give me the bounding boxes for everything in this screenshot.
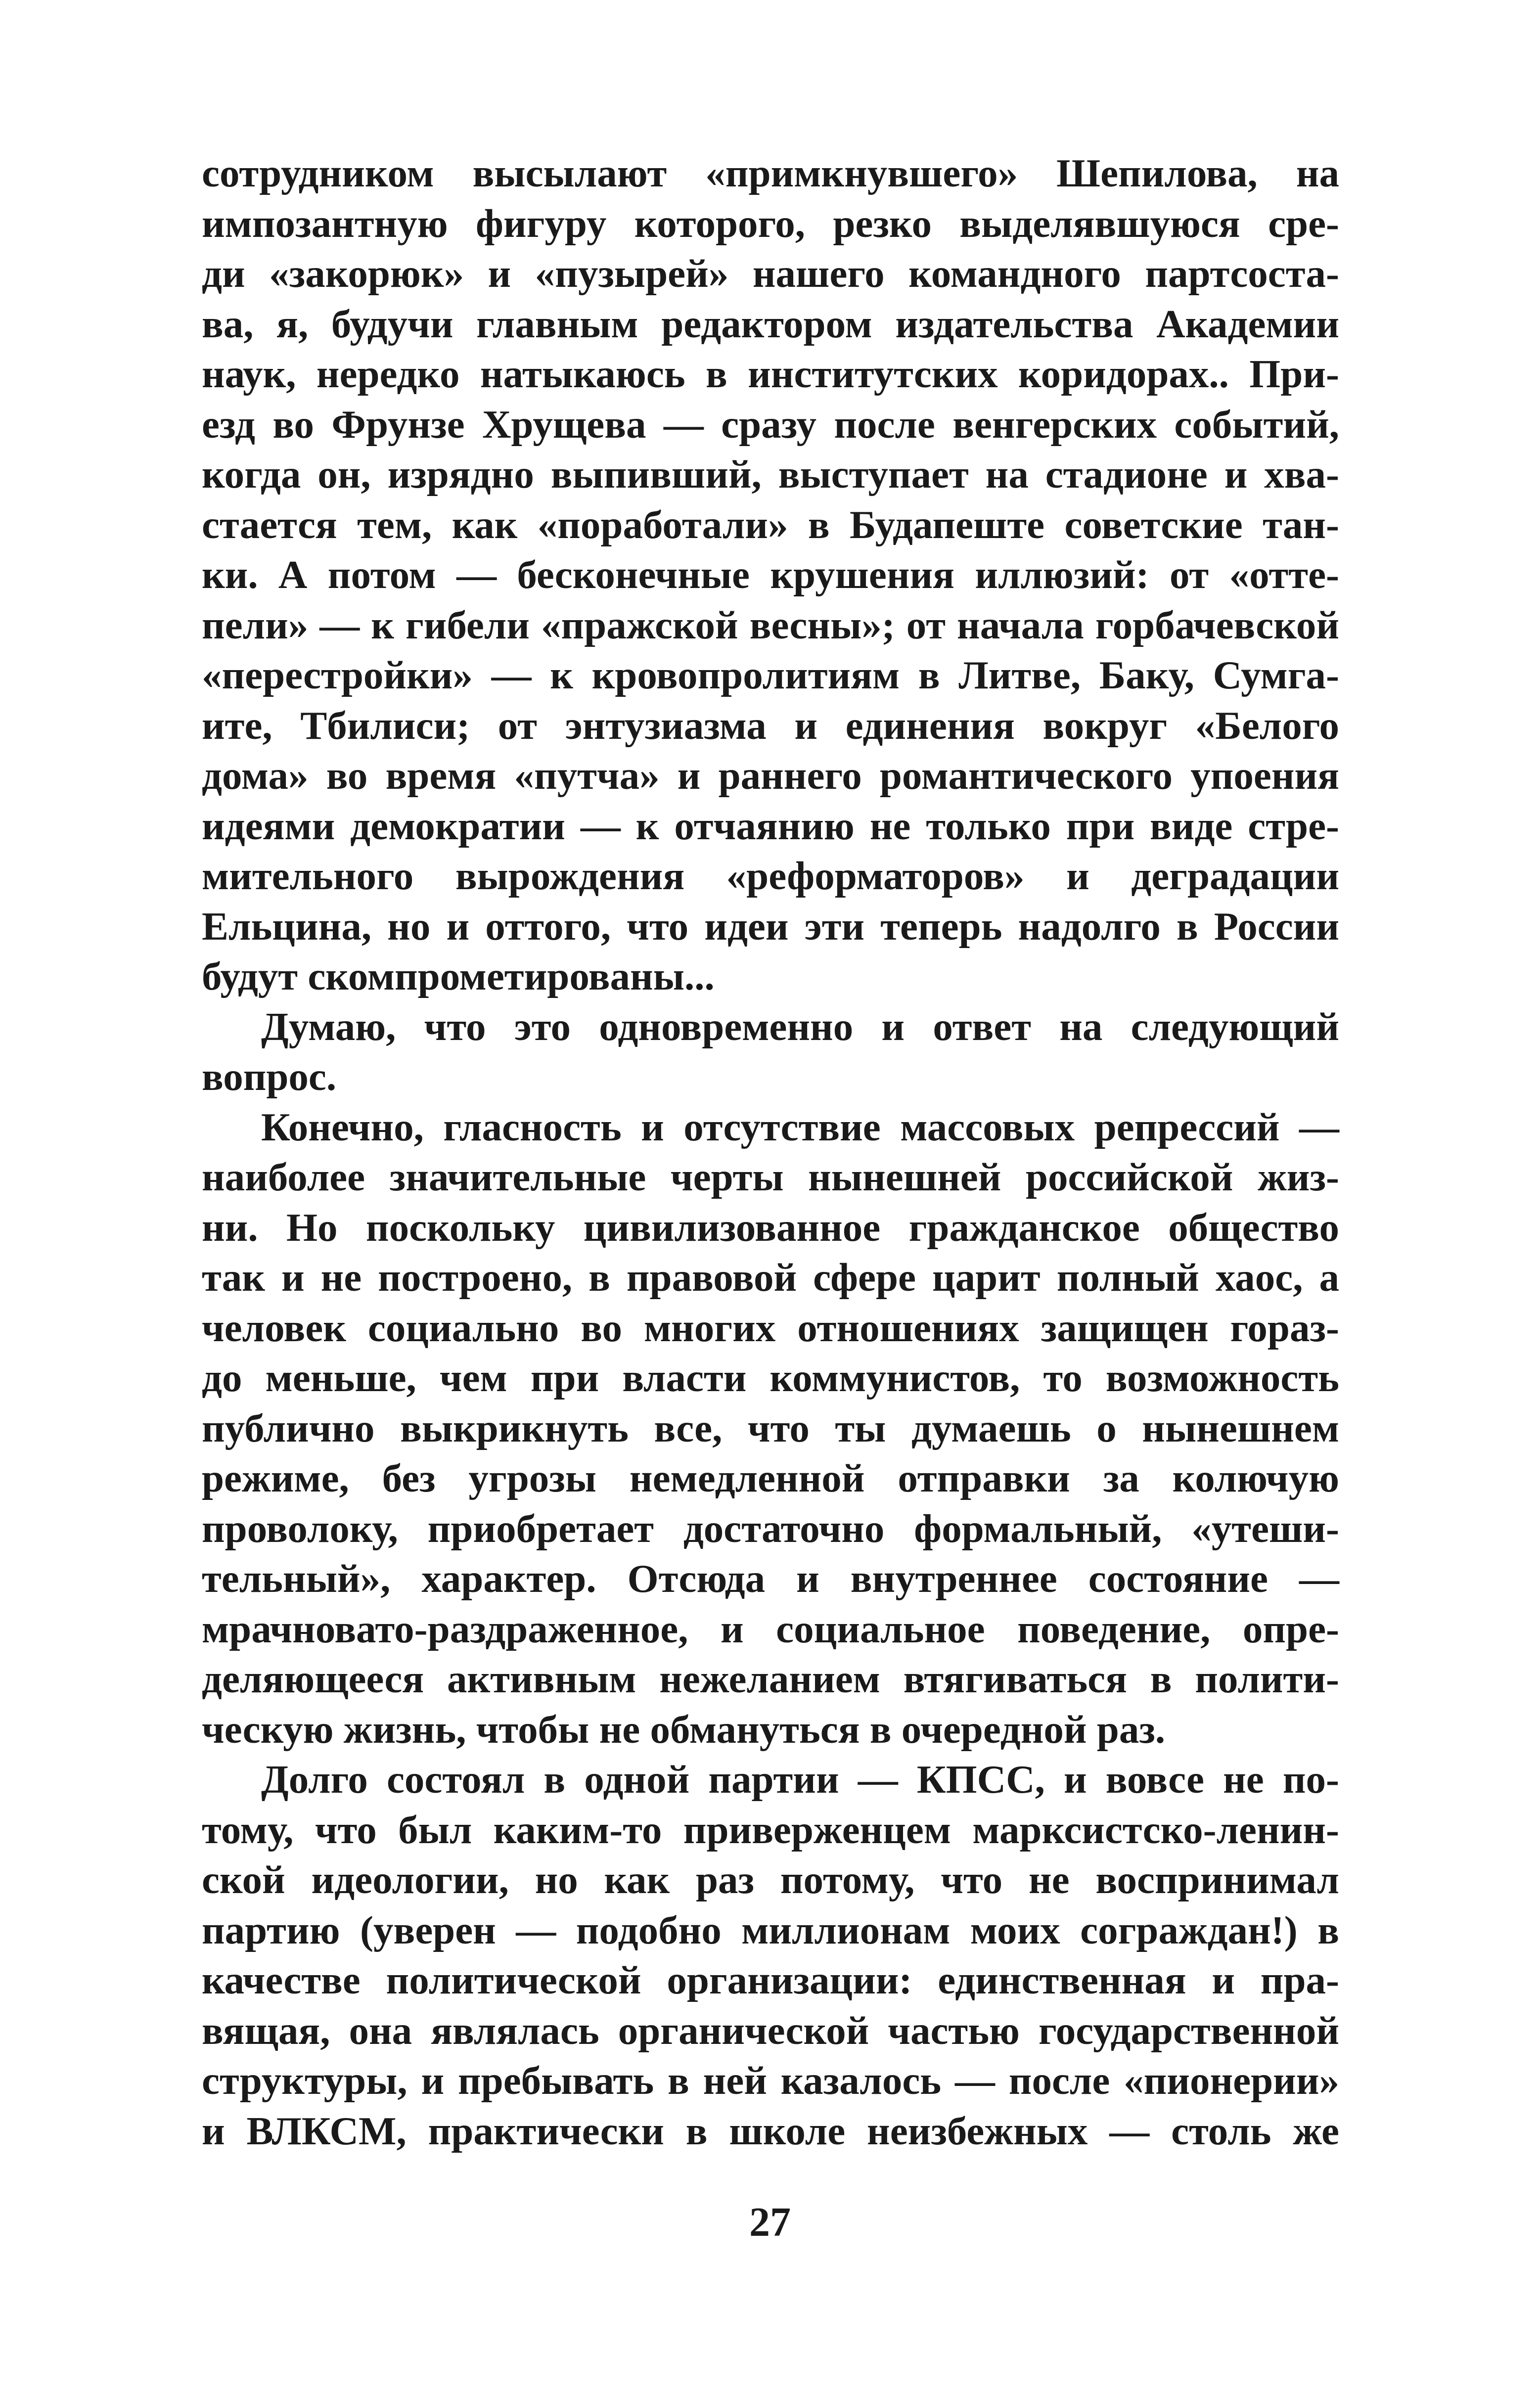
text-line: человек социально во многих отношениях защищен гораз- — [202, 1305, 1339, 1350]
text-line: пели» — к гибели «пражской весны»; от начала горбачевской — [202, 602, 1339, 647]
text-line: Конечно, гласность и отсутствие массовых репрессий — — [261, 1104, 1339, 1149]
text-line: ите, Тбилиси; от энтузиазма и единения вокруг «Белого — [202, 703, 1339, 748]
text-line: тому, что был каким-то приверженцем марксистско-ленин- — [202, 1807, 1339, 1852]
text-line: публично выкрикнуть все, что ты думаешь о нынешнем — [202, 1405, 1339, 1450]
text-line: Думаю, что это одновременно и ответ на следующий — [261, 1004, 1339, 1049]
text-line: когда он, изрядно выпивший, выступает на стадионе и хва- — [202, 452, 1339, 497]
text-line: и ВЛКСМ, практически в школе неизбежных — столь же — [202, 2108, 1339, 2153]
text-line: Ельцина, но и оттого, что идеи эти теперь надолго в России — [202, 904, 1339, 949]
text-line: структуры, и пребывать в ней казалось — после «пионерии» — [202, 2058, 1339, 2103]
text-line: идеями демократии — к отчаянию не только при виде стре- — [202, 803, 1339, 848]
text-line: до меньше, чем при власти коммунистов, то возможность — [202, 1356, 1339, 1400]
text-line: ской идеологии, но как раз потому, что не воспринимал — [202, 1857, 1339, 1902]
text-line: ки. А потом — бесконечные крушения иллюзий: от «отте- — [202, 552, 1339, 597]
text-line: вящая, она являлась органической частью государственной — [202, 2008, 1339, 2053]
text-line: режиме, без угрозы немедленной отправки за колючую — [202, 1456, 1339, 1500]
text-line: деляющееся активным нежеланием втягиваться в полити- — [202, 1657, 1339, 1701]
text-line: вопрос. — [202, 1054, 337, 1099]
text-line: так и не построено, в правовой сфере царит полный хаос, а — [202, 1255, 1339, 1300]
text-line: мрачновато-раздраженное, и социальное поведение, опре- — [202, 1606, 1339, 1651]
text-line: ческую жизнь, чтобы не обмануться в очередной раз. — [202, 1707, 1166, 1752]
page-number: 27 — [749, 2199, 791, 2245]
text-line: «перестройки» — к кровопролитиям в Литве, Баку, Сумга- — [202, 653, 1339, 697]
text-line: езд во Фрунзе Хрущева — сразу после венгерских событий, — [202, 402, 1339, 447]
text-line: ва, я, будучи главным редактором издательства Академии — [202, 301, 1339, 346]
text-line: тельный», характер. Отсюда и внутреннее состояние — — [202, 1556, 1339, 1601]
text-line: партию (уверен — подобно миллионам моих сограждан!) в — [202, 1907, 1339, 1952]
text-line: проволоку, приобретает достаточно формальный, «утеши- — [202, 1506, 1339, 1551]
text-line: сотрудником высылают «примкнувшего» Шепилова, на — [202, 151, 1339, 195]
text-line: будут скомпрометированы... — [202, 954, 715, 998]
text-line: мительного вырождения «реформаторов» и деградации — [202, 854, 1339, 898]
text-line: Долго состоял в одной партии — КПСС, и вовсе не по- — [261, 1757, 1339, 1802]
text-line: ди «закорюк» и «пузырей» нашего командного партсоста- — [202, 251, 1339, 296]
paragraph — [202, 148, 1339, 1002]
text-line: наук, нередко натыкаюсь в институтских коридорах.. При- — [202, 352, 1339, 396]
body-text — [202, 148, 1339, 2156]
text-line: ни. Но поскольку цивилизованное гражданское общество — [202, 1205, 1339, 1250]
text-line: качестве политической организации: единственная и пра- — [202, 1958, 1339, 2002]
text-line: импозантную фигуру которого, резко выделявшуюся сре- — [202, 201, 1339, 246]
paragraph — [202, 1102, 1339, 1755]
paragraph — [202, 1002, 1339, 1102]
text-line: наиболее значительные черты нынешней российской жиз- — [202, 1155, 1339, 1199]
paragraph — [202, 1755, 1339, 2156]
text-line: дома» во время «путча» и раннего романтического упоения — [202, 753, 1339, 798]
text-line: стается тем, как «поработали» в Будапеште советские тан- — [202, 502, 1339, 547]
